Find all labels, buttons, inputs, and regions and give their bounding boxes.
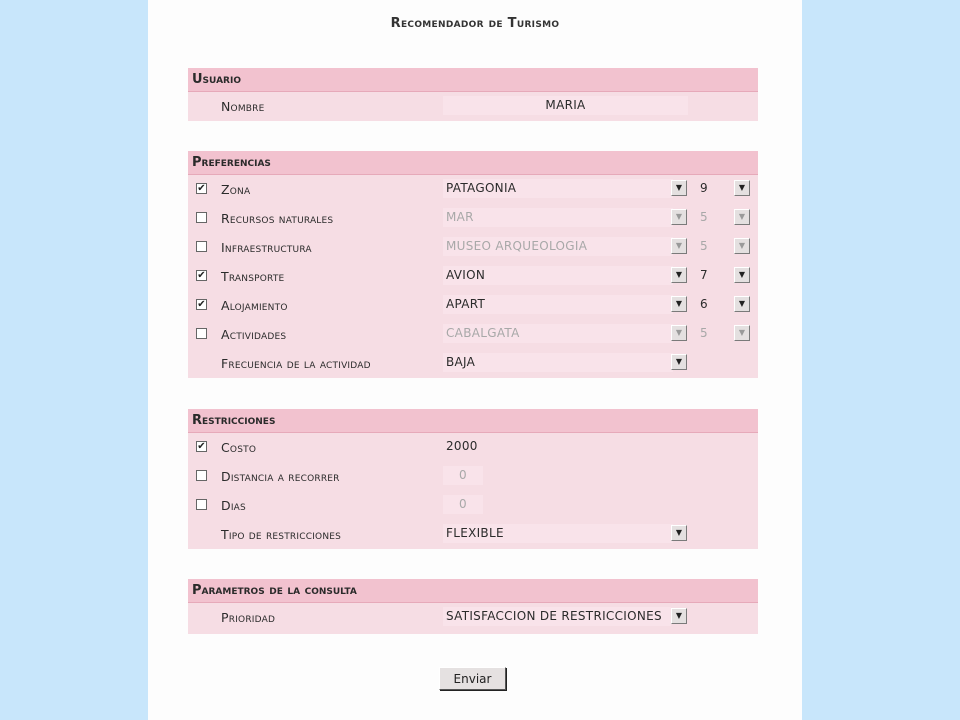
chevron-down-icon[interactable]: ▼	[671, 296, 687, 312]
preferencia-label: Transporte	[221, 269, 285, 284]
preferencia-select[interactable]: MUSEO ARQUEOLOGIA	[443, 237, 673, 256]
preferencia-checkbox[interactable]	[196, 241, 207, 252]
chevron-down-icon[interactable]: ▼	[734, 296, 750, 312]
costo-input[interactable]: 2000	[446, 439, 478, 453]
section-header-usuario: Usuario	[188, 68, 758, 92]
tipo-restricciones-label: Tipo de restricciones	[221, 527, 342, 542]
row-dias	[188, 491, 758, 520]
chevron-down-icon[interactable]: ▼	[671, 180, 687, 196]
preferencia-checkbox[interactable]: ✔	[197, 299, 206, 310]
costo-label: Costo	[221, 440, 257, 455]
chevron-down-icon[interactable]: ▼	[671, 525, 687, 541]
preferencia-peso-select[interactable]: 5	[700, 210, 708, 224]
chevron-down-icon[interactable]: ▼	[671, 238, 687, 254]
row-prioridad	[188, 603, 758, 632]
section-header-restricciones: Restricciones	[188, 409, 758, 433]
section-parametros	[188, 579, 758, 634]
preferencia-row	[188, 262, 758, 291]
frecuencia-label: Frecuencia de la actividad	[221, 356, 371, 371]
preferencia-select[interactable]: AVION	[443, 266, 673, 285]
row-nombre	[188, 92, 758, 121]
preferencia-checkbox[interactable]: ✔	[197, 270, 206, 281]
chevron-down-icon[interactable]: ▼	[734, 180, 750, 196]
chevron-down-icon[interactable]: ▼	[671, 354, 687, 370]
preferencia-label: Zona	[221, 182, 251, 197]
chevron-down-icon[interactable]: ▼	[734, 325, 750, 341]
preferencia-label: Recursos naturales	[221, 211, 334, 226]
preferencia-row	[188, 233, 758, 262]
preferencia-label: Infraestructura	[221, 240, 312, 255]
chevron-down-icon[interactable]: ▼	[734, 209, 750, 225]
row-costo	[188, 433, 758, 462]
preferencia-checkbox[interactable]	[196, 328, 207, 339]
dias-checkbox[interactable]	[196, 499, 207, 510]
section-restricciones	[188, 409, 758, 549]
chevron-down-icon[interactable]: ▼	[734, 238, 750, 254]
chevron-down-icon[interactable]: ▼	[734, 267, 750, 283]
page-title: Recomendador de Turismo	[390, 16, 560, 31]
chevron-down-icon[interactable]: ▼	[671, 608, 687, 624]
preferencia-select[interactable]: APART	[443, 295, 673, 314]
row-frecuencia	[188, 349, 758, 378]
distancia-checkbox[interactable]	[196, 470, 207, 481]
preferencia-select[interactable]: PATAGONIA	[443, 179, 673, 198]
dias-input[interactable]: 0	[443, 495, 483, 514]
section-header-preferencias: Preferencias	[188, 151, 758, 175]
distancia-label: Distancia a recorrer	[221, 469, 340, 484]
preferencia-row	[188, 175, 758, 204]
preferencia-peso-select[interactable]: 5	[700, 326, 708, 340]
chevron-down-icon[interactable]: ▼	[671, 267, 687, 283]
preferencia-checkbox[interactable]: ✔	[197, 183, 206, 194]
chevron-down-icon[interactable]: ▼	[671, 209, 687, 225]
section-usuario	[188, 68, 758, 121]
prioridad-select[interactable]: SATISFACCION DE RESTRICCIONES	[443, 607, 671, 626]
preferencia-peso-select[interactable]: 9	[700, 181, 708, 195]
form-page	[148, 0, 802, 720]
section-header-parametros: Parametros de la consulta	[188, 579, 758, 603]
preferencia-row	[188, 291, 758, 320]
preferencia-peso-select[interactable]: 6	[700, 297, 708, 311]
section-preferencias	[188, 151, 758, 378]
preferencia-peso-select[interactable]: 5	[700, 239, 708, 253]
preferencia-select[interactable]: MAR	[443, 208, 673, 227]
preferencia-checkbox[interactable]	[196, 212, 207, 223]
enviar-button[interactable]: Enviar	[439, 667, 506, 690]
nombre-input[interactable]: MARIA	[443, 96, 688, 115]
row-tipo-restricciones	[188, 520, 758, 549]
distancia-input[interactable]: 0	[443, 466, 483, 485]
prioridad-label: Prioridad	[221, 610, 276, 625]
chevron-down-icon[interactable]: ▼	[671, 325, 687, 341]
preferencia-label: Actividades	[221, 327, 287, 342]
nombre-label: Nombre	[221, 99, 265, 114]
preferencia-peso-select[interactable]: 7	[700, 268, 708, 282]
preferencia-label: Alojamiento	[221, 298, 288, 313]
preferencia-row	[188, 204, 758, 233]
costo-checkbox[interactable]: ✔	[197, 441, 206, 452]
preferencia-row	[188, 320, 758, 349]
preferencia-select[interactable]: CABALGATA	[443, 324, 673, 343]
frecuencia-select[interactable]: BAJA	[443, 353, 673, 372]
row-distancia	[188, 462, 758, 491]
tipo-restricciones-select[interactable]: FLEXIBLE	[443, 524, 673, 543]
dias-label: Dias	[221, 498, 246, 513]
